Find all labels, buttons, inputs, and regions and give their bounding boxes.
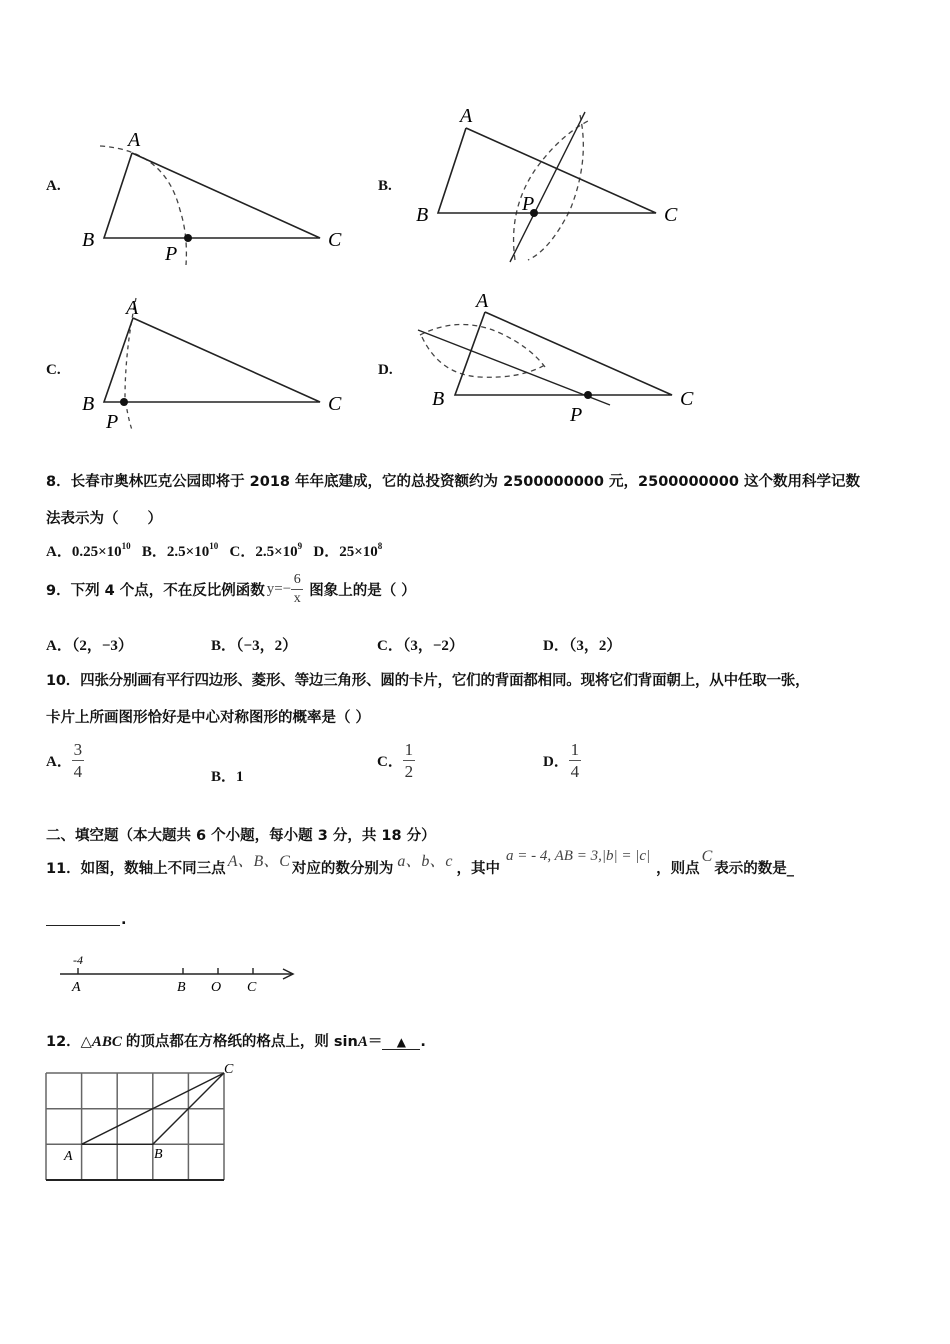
- q10-option-b[interactable]: B．1: [211, 769, 244, 785]
- q9-option-d[interactable]: D．（3，2）: [543, 638, 622, 654]
- point-p-dot: [584, 391, 592, 399]
- q9-func-fraction: $\frac{6}{x}$: [291, 572, 303, 607]
- q12-grid-figure: [40, 1060, 250, 1185]
- q10-stem-line2: 卡片上所画图形恰好是中心对称图形的概率是（ ）: [46, 710, 371, 726]
- q12-answer-blank[interactable]: ▲: [382, 1035, 420, 1050]
- grid-lines: [46, 1073, 224, 1180]
- vertex-a: A: [64, 1149, 73, 1164]
- q11-blank-end: .: [121, 912, 127, 928]
- fraction: $\frac{1}{4}$: [570, 740, 580, 781]
- vertex-b: B: [154, 1147, 163, 1162]
- fraction: $\frac{1}{2}$: [404, 740, 414, 781]
- vertex-c: C: [664, 204, 678, 226]
- origin-label: O: [211, 980, 222, 995]
- q10-option-a[interactable]: A． $\frac{3}{4}$: [46, 740, 83, 781]
- fraction: $\frac{3}{4}$: [73, 740, 83, 781]
- figure-option-d: [400, 285, 710, 435]
- figure-option-c: [70, 290, 360, 435]
- vertex-p: P: [522, 193, 535, 215]
- vertex-b: B: [82, 393, 95, 415]
- vertex-b: B: [416, 204, 429, 226]
- point-a-label: A: [72, 980, 81, 995]
- vertex-b: B: [82, 229, 95, 251]
- q11-points: A、B、C: [227, 853, 290, 870]
- q11-point-c: C: [701, 848, 713, 865]
- q9-prefix: 9．下列 4 个点，不在反比例函数: [46, 583, 265, 599]
- q11-condition: a = - 4, AB = 3,|b| = |c|: [506, 848, 651, 864]
- q9-func-lhs: y=−: [266, 581, 292, 597]
- vertex-a: A: [128, 129, 141, 151]
- q9-option-c[interactable]: C．（3，−2）: [377, 638, 464, 654]
- q8-option-b[interactable]: B．$2.5\times 10^{10}$: [141, 541, 219, 560]
- arc-dashed-1: [528, 115, 583, 260]
- vertex-c: C: [328, 229, 342, 251]
- q12-triangle: ABC: [91, 1034, 122, 1050]
- option-b-label: B.: [378, 178, 392, 194]
- q10-option-d[interactable]: D． $\frac{1}{4}$: [543, 740, 580, 781]
- triangle-abc: [104, 318, 320, 402]
- vertex-a: A: [460, 105, 473, 127]
- q8-option-d[interactable]: D．$25\times 10^8$: [313, 541, 383, 560]
- tick-label-minus-4: -4: [73, 953, 83, 967]
- q8-stem-line2: 法表示为（ ）: [46, 511, 162, 527]
- arc-dashed-2: [422, 337, 545, 377]
- point-p-dot: [120, 398, 128, 406]
- vertex-p: P: [165, 243, 178, 265]
- triangle-abc: [104, 153, 320, 238]
- q8-options: [46, 540, 382, 561]
- point-b-label: B: [177, 980, 186, 995]
- vertex-c: C: [224, 1062, 234, 1077]
- q11-vars: a、b、c: [397, 853, 453, 870]
- option-d-label: D.: [378, 362, 393, 378]
- vertex-a: A: [476, 290, 489, 312]
- q12-stem: 12．△ ABC 的顶点都在方格纸的格点上，则 sin A ＝ ▲ .: [46, 1034, 426, 1050]
- vertex-b: B: [432, 388, 445, 410]
- vertex-c: C: [328, 393, 342, 415]
- q8-stem-line1: 8．长春市奥林匹克公园即将于 2018 年年底建成，它的总投资额约为 2500000000 元，2500000000 这个数用科学记数: [46, 474, 860, 490]
- q11-number-line: [55, 950, 305, 1000]
- q9-option-a[interactable]: A．（2，−3）: [46, 638, 133, 654]
- q11-stem: 11．如图，数轴上不同三点 A、B、C 对应的数分别为 a、b、c ，其中 a = - 4, AB = 3,|b| = |c| ，则点 C 表示的数是_: [46, 848, 795, 877]
- vertex-a: A: [126, 297, 139, 319]
- q9-option-b[interactable]: B．（−3，2）: [211, 638, 298, 654]
- q9-suffix: 图象上的是（ ）: [309, 583, 416, 599]
- section-heading-fill-in: 二、填空题（本大题共 6 个小题，每小题 3 分，共 18 分）: [46, 828, 436, 844]
- point-c-label: C: [247, 980, 257, 995]
- option-a-label: A.: [46, 178, 61, 194]
- vertex-p: P: [106, 411, 119, 433]
- figure-option-a: [70, 120, 360, 270]
- figure-option-b: [400, 100, 700, 270]
- vertex-p: P: [570, 404, 583, 426]
- q8-option-a[interactable]: A．$0.25\times 10^{10}$: [46, 541, 131, 560]
- vertex-c: C: [680, 388, 694, 410]
- perpendicular-bisector: [510, 112, 585, 262]
- q9-stem: [46, 572, 416, 607]
- point-p-dot: [184, 234, 192, 242]
- option-c-label: C.: [46, 362, 61, 378]
- q8-option-c[interactable]: C．$2.5\times 10^9$: [229, 541, 303, 560]
- triangle-abc: [438, 128, 656, 213]
- q10-option-c[interactable]: C． $\frac{1}{2}$: [377, 740, 414, 781]
- q10-stem-line1: 10．四张分别画有平行四边形、菱形、等边三角形、圆的卡片，它们的背面都相同。现将它们背面朝上，从中任取一张，: [46, 673, 810, 689]
- triangle-abc: [455, 312, 672, 395]
- q11-answer-blank[interactable]: [46, 925, 120, 926]
